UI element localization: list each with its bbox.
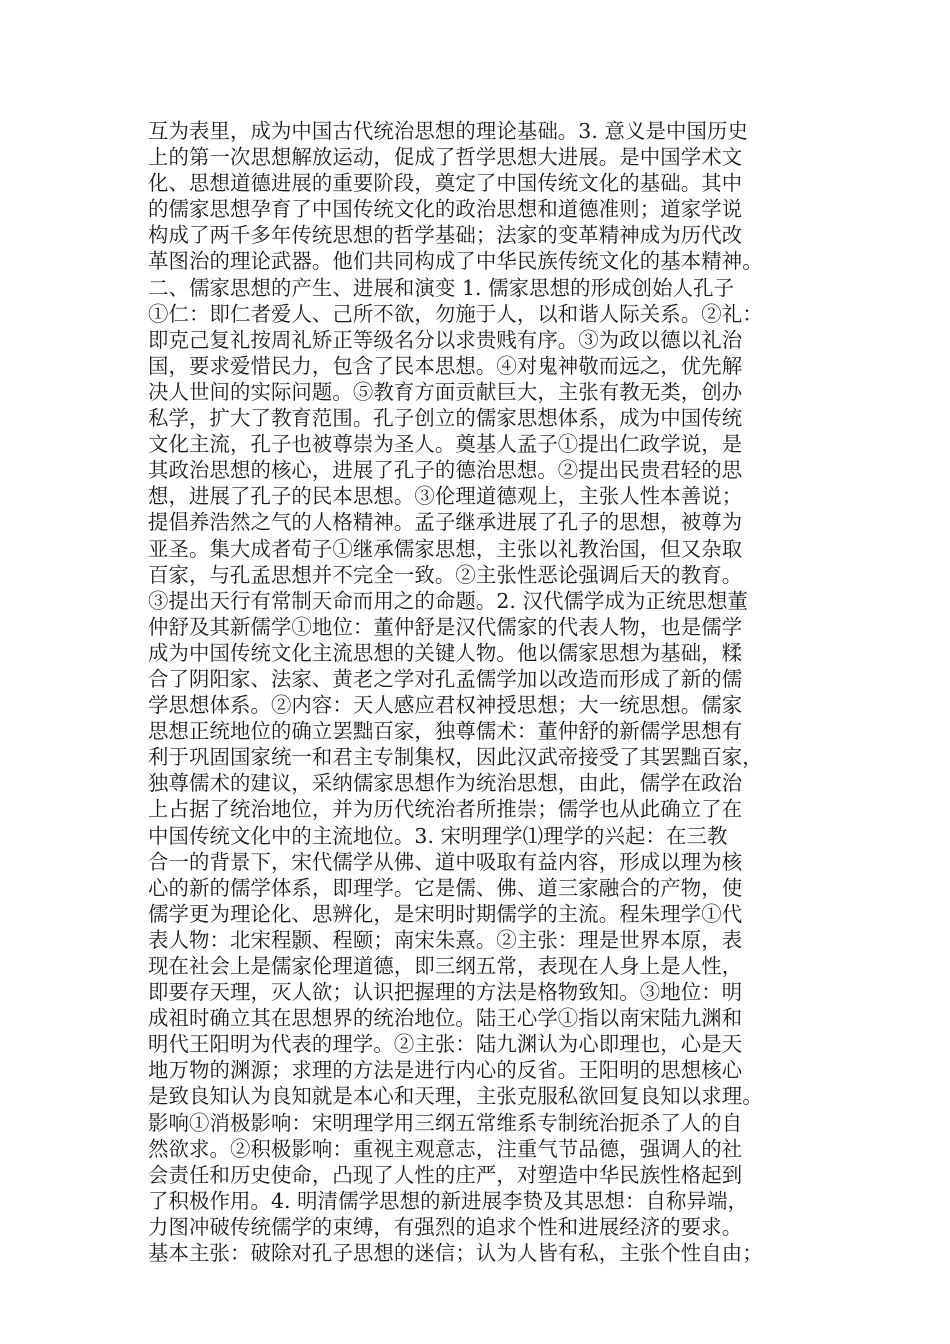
text-line: 力图冲破传统儒学的束缚，有强烈的追求个性和进展经济的要求。 — [148, 1214, 743, 1239]
text-line: 中国传统文化中的主流地位。3. 宋明理学⑴理学的兴起：在三教 — [148, 823, 728, 848]
text-line: 构成了两千多年传统思想的哲学基础；法家的变革精神成为历代改 — [148, 223, 743, 248]
text-line: 思想正统地位的确立罢黜百家，独尊儒术：董仲舒的新儒学思想有 — [148, 719, 743, 744]
text-line: 表人物：北宋程颢、程颐；南宋朱熹。②主张：理是世界本原，表 — [148, 927, 743, 952]
text-line: 想，进展了孔子的民本思想。③伦理道德观上，主张人性本善说； — [148, 484, 743, 509]
text-line: 成为中国传统文化主流思想的关键人物。他以儒家思想为基础，糅 — [148, 640, 743, 665]
text-line: 学思想体系。②内容：天人感应君权神授思想；大一统思想。儒家 — [148, 693, 743, 718]
text-line: 心的新的儒学体系，即理学。它是儒、佛、道三家融合的产物，使 — [148, 875, 743, 900]
text-line: ③提出天行有常制天命而用之的命题。2. 汉代儒学成为正统思想董 — [148, 588, 748, 613]
text-line: 地万物的渊源；求理的方法是进行内心的反省。王阳明的思想核心 — [148, 1058, 743, 1083]
text-line: 决人世间的实际问题。⑤教育方面贡献巨大，主张有教无类，创办 — [148, 379, 743, 404]
text-line: 国，要求爱惜民力，包含了民本思想。④对鬼神敬而远之，优先解 — [148, 353, 743, 378]
text-line: 明代王阳明为代表的理学。②主张：陆九渊认为心即理也，心是天 — [148, 1032, 743, 1057]
text-line: 互为表里，成为中国古代统治思想的理论基础。3. 意义是中国历史 — [148, 119, 748, 143]
text-line: 了积极作用。4. 明清儒学思想的新进展李贽及其思想：自称异端， — [148, 1188, 748, 1213]
text-line: 即克己复礼按周礼矫正等级名分以求贵贱有序。③为政以德以礼治 — [148, 327, 743, 352]
text-line: 上的第一次思想解放运动，促成了哲学思想大进展。是中国学术文 — [148, 145, 743, 170]
text-line: 的儒家思想孕育了中国传统文化的政治思想和道德准则；道家学说 — [148, 197, 743, 222]
text-line: 独尊儒术的建议，采纳儒家思想作为统治思想，由此，儒学在政治 — [148, 771, 743, 796]
text-line: 提倡养浩然之气的人格精神。孟子继承进展了孔子的思想，被尊为 — [148, 510, 743, 535]
text-line: ①仁：即仁者爱人、己所不欲，勿施于人，以和谐人际关系。②礼： — [148, 301, 763, 326]
text-line: 然欲求。②积极影响：重视主观意志，注重气节品德，强调人的社 — [148, 1136, 743, 1161]
body-text — [148, 118, 838, 1266]
text-line: 百家，与孔孟思想并不完全一致。②主张性恶论强调后天的教育。 — [148, 562, 743, 587]
text-line: 合了阴阳家、法家、黄老之学对孔孟儒学加以改造而形成了新的儒 — [148, 666, 743, 691]
text-line: 二、儒家思想的产生、进展和演变 1. 儒家思想的形成创始人孔子 — [148, 275, 735, 300]
text-line: 其政治思想的核心，进展了孔子的德治思想。②提出民贵君轻的思 — [148, 458, 743, 483]
text-line: 私学，扩大了教育范围。孔子创立的儒家思想体系，成为中国传统 — [148, 406, 743, 431]
text-line: 合一的背景下，宋代儒学从佛、道中吸取有益内容，形成以理为核 — [148, 849, 743, 874]
text-line: 影响①消极影响：宋明理学用三纲五常维系专制统治扼杀了人的自 — [148, 1110, 743, 1135]
text-line: 是致良知认为良知就是本心和天理，主张克服私欲回复良知以求理。 — [148, 1084, 763, 1109]
text-line: 利于巩固国家统一和君主专制集权，因此汉武帝接受了其罢黜百家， — [148, 745, 763, 770]
text-line: 基本主张：破除对孔子思想的迷信；认为人皆有私，主张个性自由； — [148, 1241, 763, 1266]
text-line: 会责任和历史使命，凸现了人性的庄严，对塑造中华民族性格起到 — [148, 1162, 743, 1187]
text-line: 成祖时确立其在思想界的统治地位。陆王心学①指以南宋陆九渊和 — [148, 1006, 743, 1031]
text-line: 革图治的理论武器。他们共同构成了中华民族传统文化的基本精神。 — [148, 249, 763, 274]
text-line: 儒学更为理论化、思辨化，是宋明时期儒学的主流。程朱理学①代 — [148, 901, 743, 926]
text-line: 上占据了统治地位，并为历代统治者所推崇；儒学也从此确立了在 — [148, 797, 743, 822]
text-line: 亚圣。集大成者荀子①继承儒家思想，主张以礼教治国，但又杂取 — [148, 536, 743, 561]
text-line: 即要存天理，灭人欲；认识把握理的方法是格物致知。③地位：明 — [148, 980, 743, 1005]
text-line: 仲舒及其新儒学①地位：董仲舒是汉代儒家的代表人物，也是儒学 — [148, 614, 743, 639]
text-line: 化、思想道德进展的重要阶段，奠定了中国传统文化的基础。其中 — [148, 171, 743, 196]
text-line: 现在社会上是儒家伦理道德，即三纲五常，表现在人身上是人性， — [148, 954, 743, 978]
text-line: 文化主流，孔子也被尊崇为圣人。奠基人孟子①提出仁政学说，是 — [148, 432, 743, 457]
